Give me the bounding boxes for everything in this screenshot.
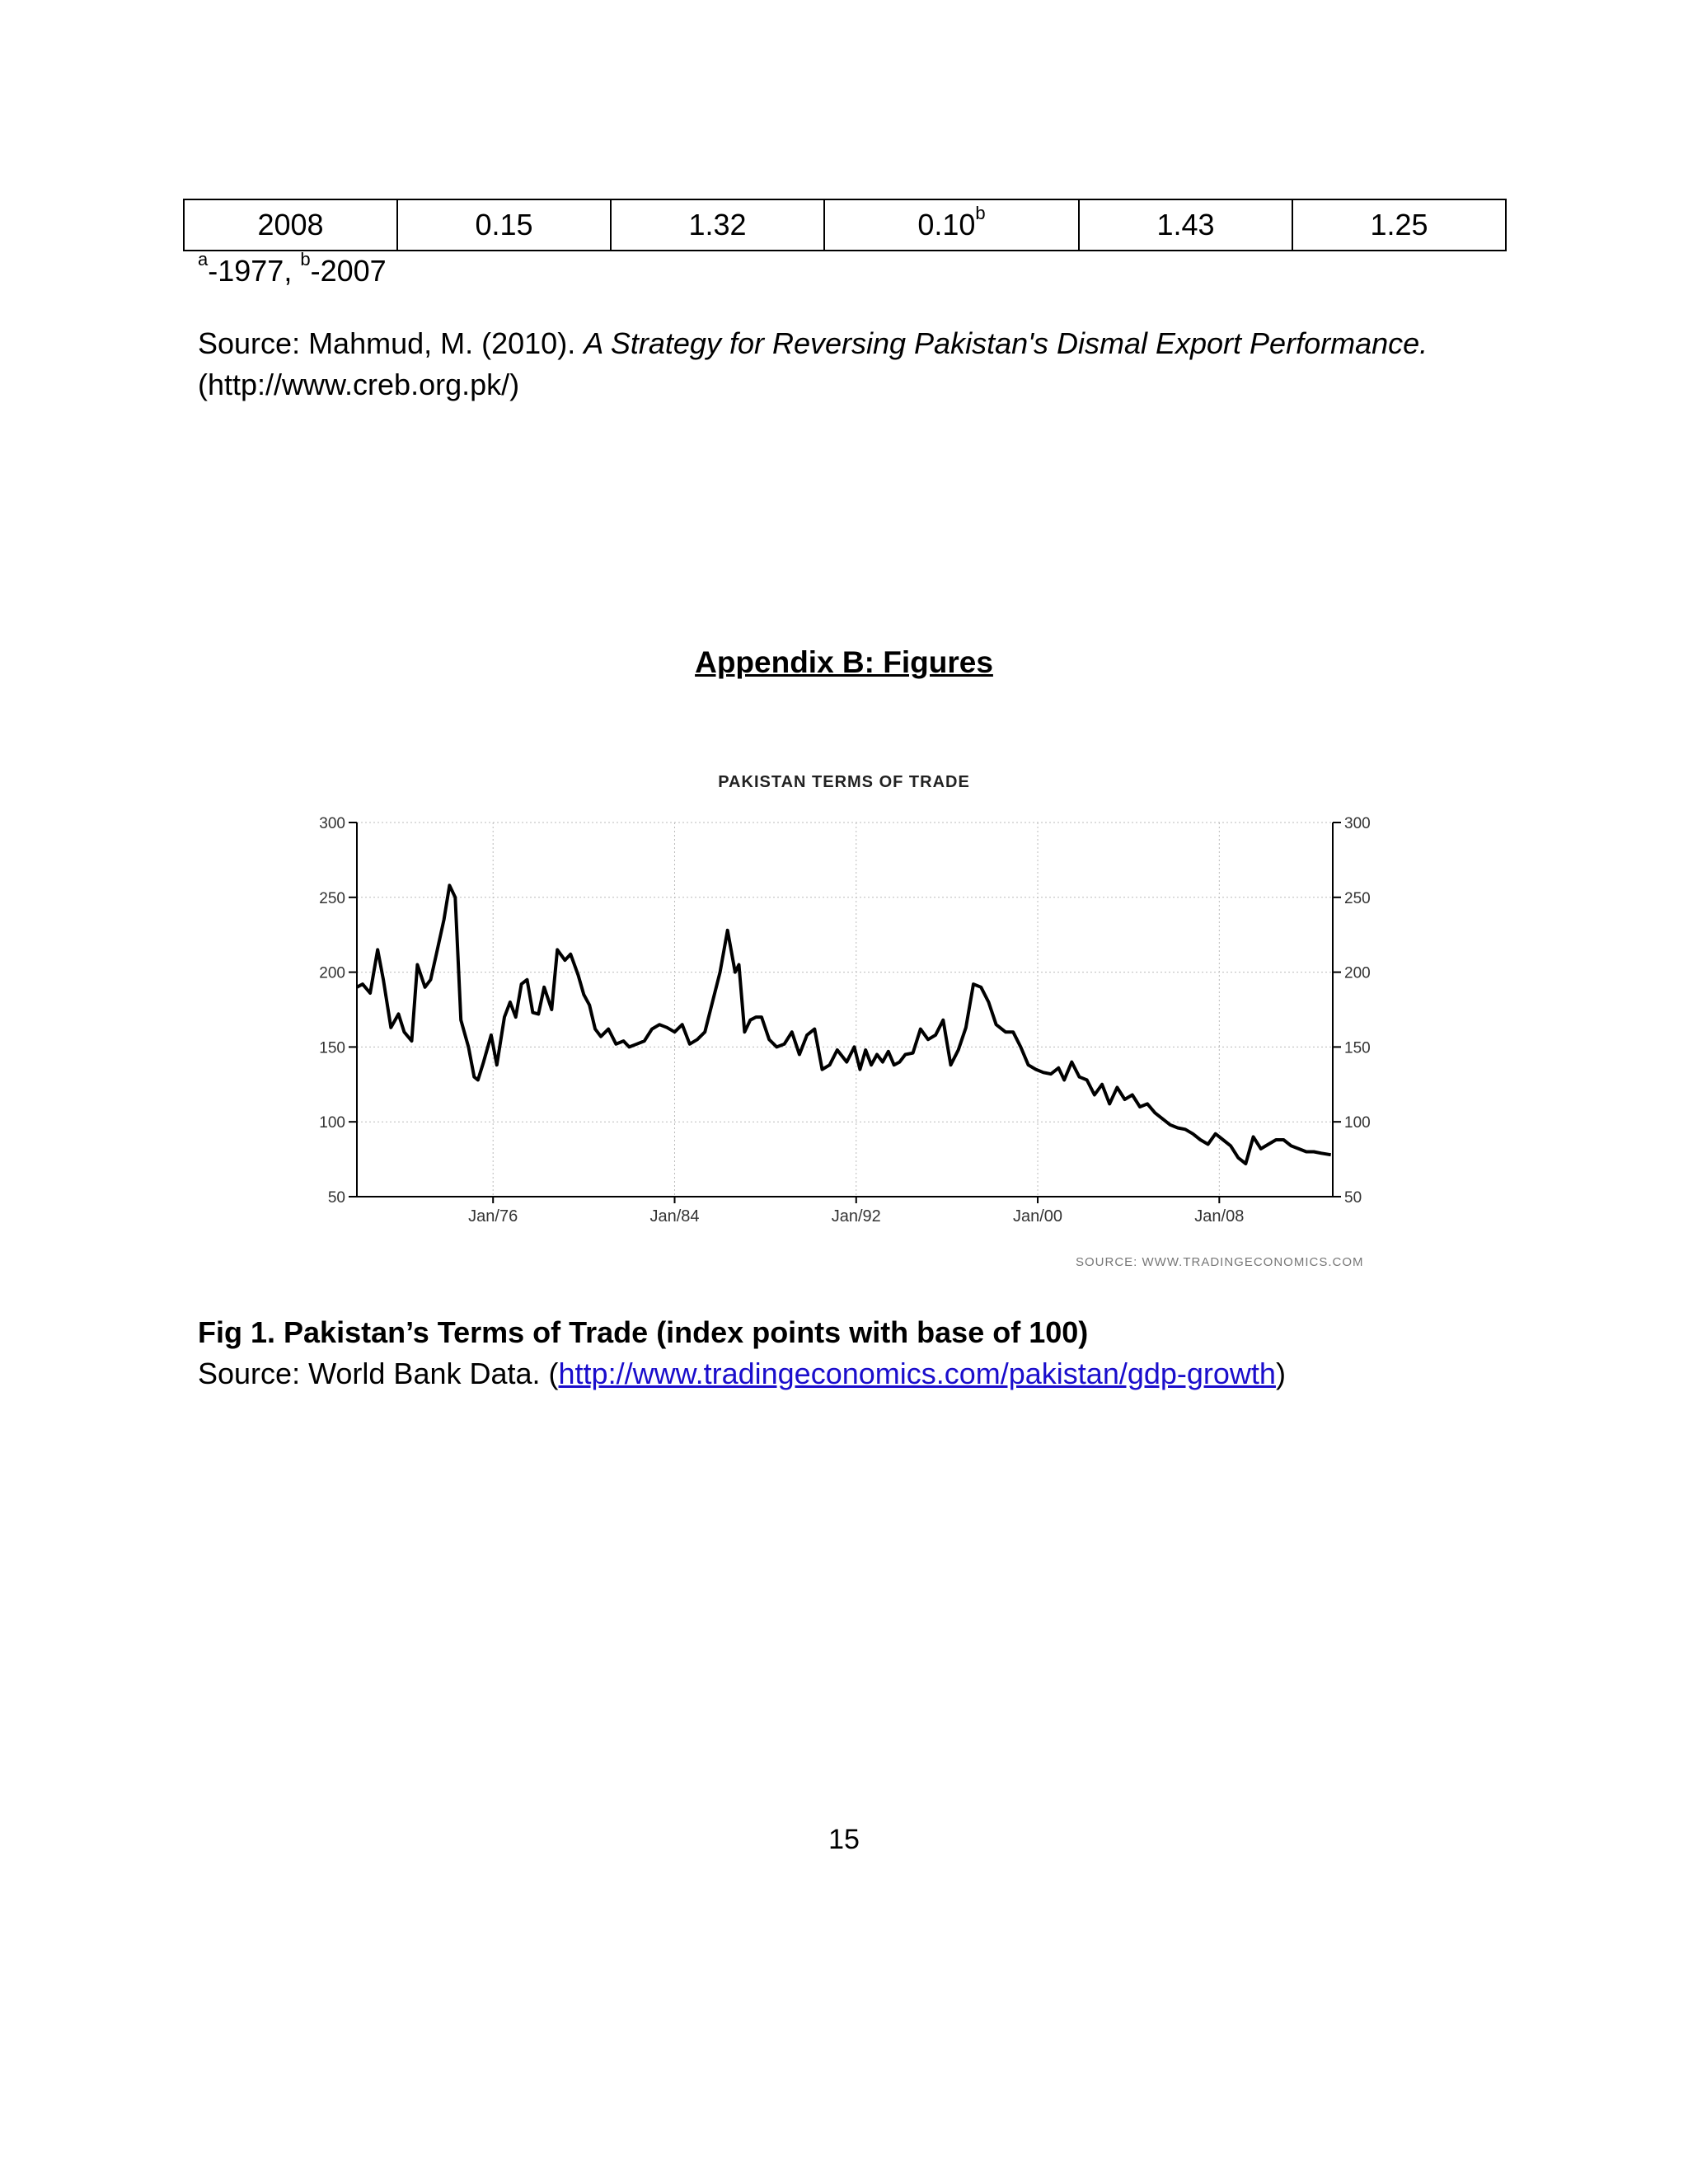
chart-ticks bbox=[319, 815, 1370, 1226]
table-cell: 0.15 bbox=[397, 199, 611, 251]
table-cell: 1.43 bbox=[1079, 199, 1292, 251]
chart-title: PAKISTAN TERMS OF TRADE bbox=[718, 773, 970, 791]
y-tick-label: 300 bbox=[319, 815, 345, 832]
chart-axes bbox=[349, 823, 1341, 1203]
x-tick-label: Jan/92 bbox=[831, 1207, 881, 1226]
table-footnote: $^a$-1977, $^b$-2007 bbox=[198, 249, 387, 288]
y-tick-label: 50 bbox=[327, 1189, 345, 1207]
y-tick-label-right: 100 bbox=[1344, 1114, 1371, 1132]
chart-grid bbox=[357, 823, 1333, 1197]
y-tick-label: 250 bbox=[319, 889, 345, 907]
figure-source: Source: World Bank Data. (http://www.tradingeconomics.com/pakistan/gdp-growth) bbox=[198, 1357, 1286, 1390]
y-tick-label: 100 bbox=[319, 1114, 345, 1132]
x-tick-label: Jan/84 bbox=[649, 1207, 700, 1226]
y-tick-label-right: 50 bbox=[1344, 1189, 1362, 1207]
y-tick-label-right: 300 bbox=[1344, 815, 1371, 832]
source-link[interactable]: http://www.tradingeconomics.com/pakistan/gdp-growth bbox=[558, 1357, 1276, 1390]
y-tick-label-right: 250 bbox=[1344, 889, 1371, 907]
footnote-marker: b bbox=[975, 203, 986, 223]
source-url: (http://www.creb.org.pk/) bbox=[198, 368, 520, 401]
table-source: Source: Mahmud, M. (2010). A Strategy for Reversing Pakistan's Dismal Export Performance. (http://www.creb.org.pk/) bbox=[198, 326, 1428, 401]
x-tick-label: Jan/76 bbox=[468, 1207, 518, 1226]
chart-source-label: SOURCE: WWW.TRADINGECONOMICS.COM bbox=[1076, 1255, 1364, 1269]
table-cell: 0.10$^b$ bbox=[824, 199, 1079, 251]
figure-caption: Fig 1. Pakistan’s Terms of Trade (index points with base of 100) bbox=[198, 1315, 1089, 1349]
x-tick-label: Jan/08 bbox=[1194, 1207, 1245, 1226]
table-cell: 1.25 bbox=[1292, 199, 1506, 251]
y-tick-label-right: 150 bbox=[1344, 1039, 1371, 1057]
section-heading: Appendix B: Figures bbox=[695, 645, 993, 679]
table-cell: 1.32 bbox=[611, 199, 824, 251]
y-tick-label: 150 bbox=[319, 1039, 345, 1057]
source-title: A Strategy for Reversing Pakistan's Dismal Export Performance. bbox=[584, 326, 1428, 360]
page-number: 15 bbox=[828, 1824, 860, 1855]
y-tick-label-right: 200 bbox=[1344, 964, 1371, 982]
x-tick-label: Jan/00 bbox=[1013, 1207, 1063, 1226]
table-cell-year: 2008 bbox=[184, 199, 397, 251]
y-tick-label: 200 bbox=[319, 964, 345, 982]
